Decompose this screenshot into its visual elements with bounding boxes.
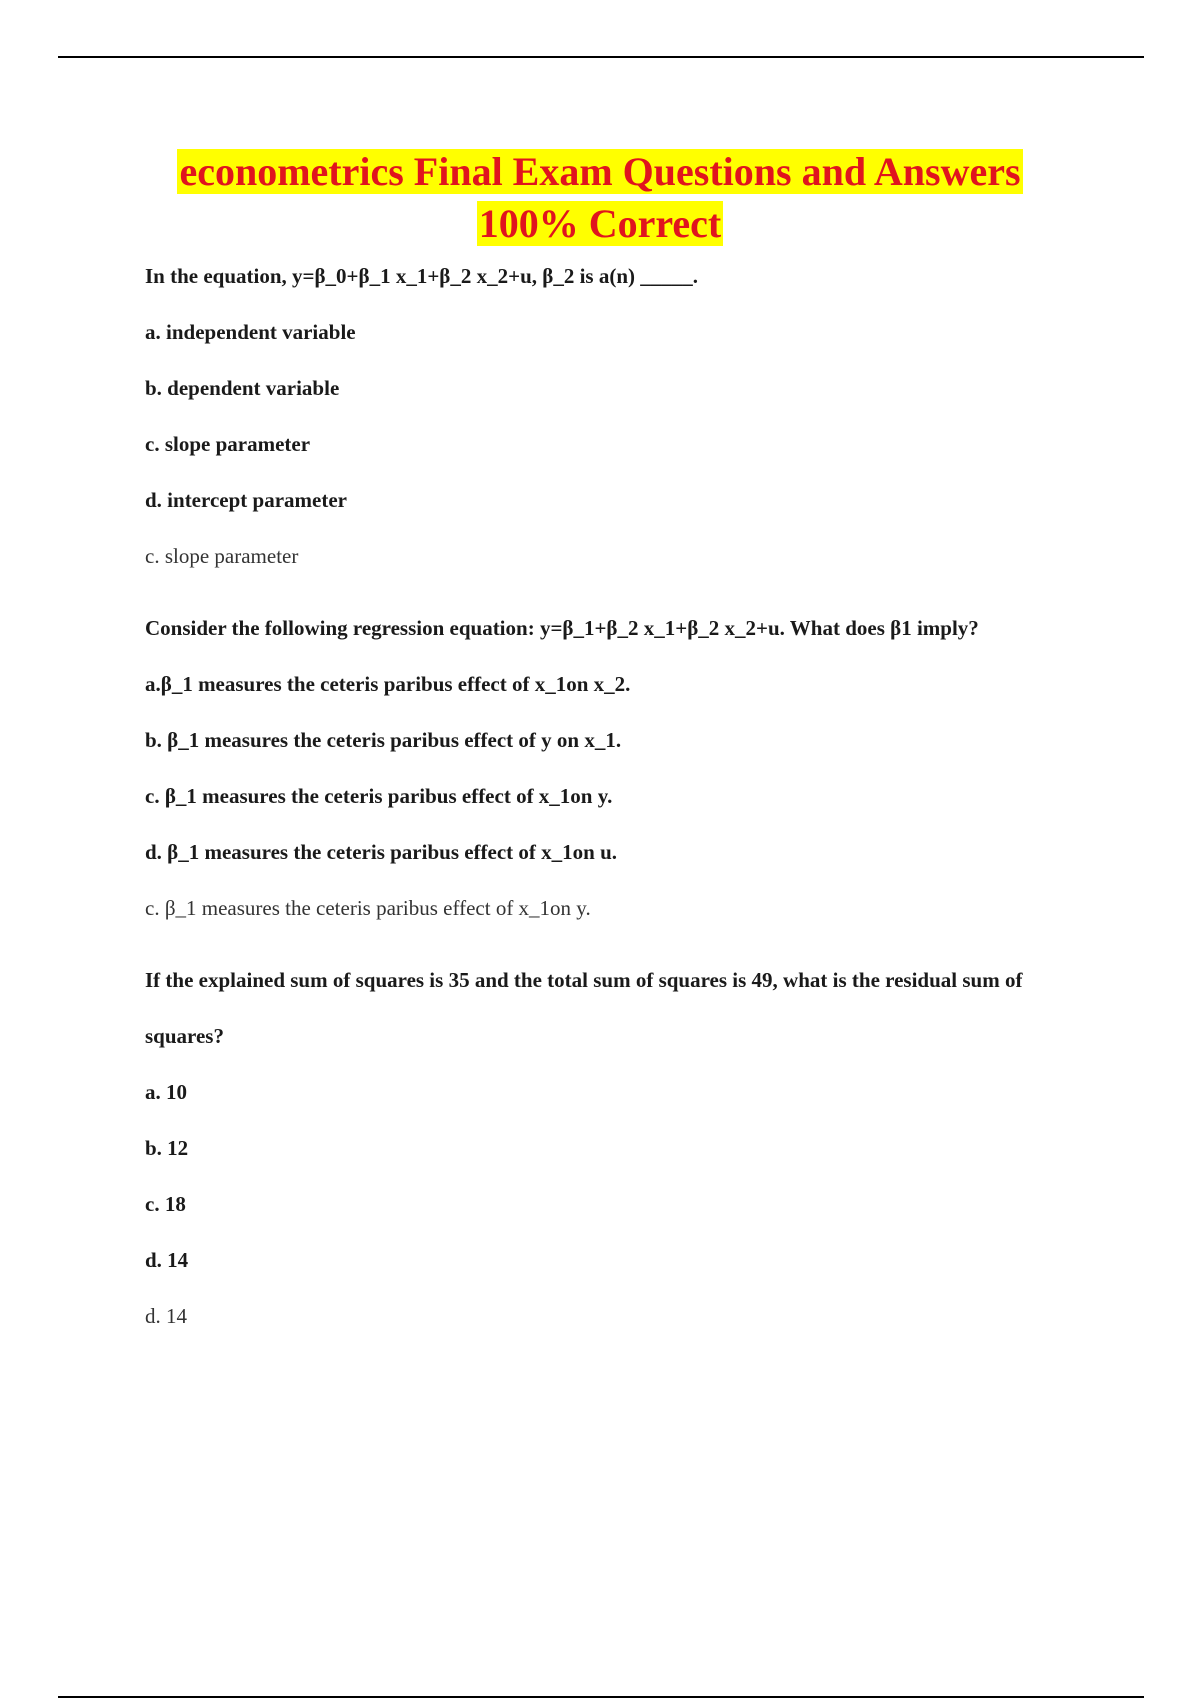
answer-text: c. slope parameter	[145, 544, 299, 568]
question-block-3	[145, 952, 1095, 1330]
option-d: d. β_1 measures the ceteris paribus effect of x_1on u.	[145, 840, 618, 864]
question-list	[145, 262, 1095, 1374]
option-c: c. slope parameter	[145, 432, 311, 456]
option-c: c. 18	[145, 1192, 186, 1216]
option-b: b. dependent variable	[145, 376, 340, 400]
question-prompt: In the equation, y=β_0+β_1 x_1+β_2 x_2+u, β_2 is a(n) _____.	[145, 264, 699, 288]
answer-text: c. β_1 measures the ceteris paribus effect of x_1on y.	[145, 896, 591, 920]
option-c: c. β_1 measures the ceteris paribus effect of x_1on y.	[145, 784, 613, 808]
title-line-1: econometrics Final Exam Questions and Answers	[179, 149, 1021, 194]
option-d: d. 14	[145, 1248, 189, 1272]
title-line-2: 100% Correct	[478, 201, 722, 246]
option-b: b. 12	[145, 1136, 189, 1160]
option-a: a. independent variable	[145, 320, 356, 344]
question-prompt: If the explained sum of squares is 35 and the total sum of squares is 49, what is the residual sum of squares?	[145, 968, 1023, 1048]
question-prompt: Consider the following regression equation: y=β_1+β_2 x_1+β_2 x_2+u. What does β1 imply?	[145, 616, 979, 640]
option-a: a.β_1 measures the ceteris paribus effect of x_1on x_2.	[145, 672, 631, 696]
option-a: a. 10	[145, 1080, 187, 1104]
option-d: d. intercept parameter	[145, 488, 347, 512]
top-rule	[58, 56, 1144, 58]
question-block-2	[145, 600, 1095, 922]
document-title	[0, 146, 1200, 250]
question-block-1	[145, 248, 1095, 570]
bottom-rule	[58, 1696, 1144, 1698]
answer-text: d. 14	[145, 1304, 187, 1328]
option-b: b. β_1 measures the ceteris paribus effect of y on x_1.	[145, 728, 622, 752]
